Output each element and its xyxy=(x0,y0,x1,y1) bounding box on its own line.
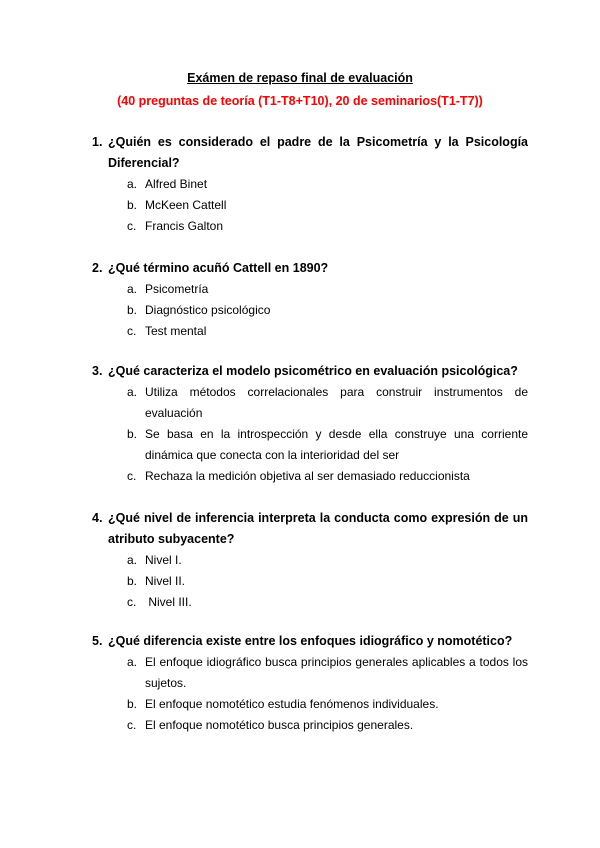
question-number: 3. xyxy=(92,364,103,378)
option-letter: c. xyxy=(127,595,137,609)
option-text: Francis Galton xyxy=(145,219,224,233)
option-letter: a. xyxy=(127,177,138,191)
exam-subtitle: (40 preguntas de teoría (T1-T8+T10), 20 de seminarios(T1-T7)) xyxy=(117,94,483,108)
option-letter: a. xyxy=(127,385,138,399)
option-item xyxy=(92,174,528,195)
options-list xyxy=(92,382,528,487)
option-item xyxy=(92,382,528,424)
option-text: Se basa en la introspección y desde ella construye una corriente dinámica que conecta con la interioridad del ser xyxy=(145,427,528,462)
option-letter: c. xyxy=(127,469,137,483)
option-text: Test mental xyxy=(145,324,207,338)
option-text: El enfoque idiográfico busca principios generales aplicables a todos los sujetos. xyxy=(145,655,528,690)
option-item xyxy=(92,279,528,300)
option-text: Nivel II. xyxy=(145,574,186,588)
question-text: ¿Qué caracteriza el modelo psicométrico en evaluación psicológica? xyxy=(108,364,518,378)
option-text: El enfoque nomotético busca principios generales. xyxy=(145,718,414,732)
option-letter: b. xyxy=(127,697,138,711)
option-letter: b. xyxy=(127,427,138,441)
options-list xyxy=(92,174,528,237)
option-letter: b. xyxy=(127,574,138,588)
question-text: ¿Qué término acuñó Cattell en 1890? xyxy=(108,261,329,275)
option-text: Rechaza la medición objetiva al ser demasiado reduccionista xyxy=(145,469,470,483)
option-letter: a. xyxy=(127,553,138,567)
option-item xyxy=(92,195,528,216)
exam-title: Exámen de repaso final de evaluación xyxy=(187,71,413,85)
option-text: Psicometría xyxy=(145,282,209,296)
question-5 xyxy=(92,631,528,736)
question-number: 2. xyxy=(92,261,103,275)
option-item xyxy=(92,571,528,592)
option-text: Nivel III. xyxy=(145,595,192,609)
option-item xyxy=(92,466,528,487)
option-item xyxy=(92,216,528,237)
option-text: Utiliza métodos correlacionales para construir instrumentos de evaluación xyxy=(145,385,528,420)
option-letter: c. xyxy=(127,324,137,338)
question-number: 5. xyxy=(92,634,103,648)
question-text: ¿Qué diferencia existe entre los enfoques idiográfico y nomotético? xyxy=(108,634,513,648)
question-number: 1. xyxy=(92,135,103,149)
option-letter: b. xyxy=(127,198,138,212)
option-letter: c. xyxy=(127,219,137,233)
option-item xyxy=(92,694,528,715)
options-list xyxy=(92,550,528,613)
question-1 xyxy=(92,132,528,237)
option-item xyxy=(92,715,528,736)
option-item xyxy=(92,652,528,694)
option-item xyxy=(92,550,528,571)
option-letter: a. xyxy=(127,282,138,296)
option-text: Alfred Binet xyxy=(145,177,208,191)
question-4 xyxy=(92,508,528,613)
option-letter: c. xyxy=(127,718,137,732)
option-item xyxy=(92,321,528,342)
question-text: ¿Qué nivel de inferencia interpreta la conducta como expresión de un atributo subyacente? xyxy=(108,511,528,546)
option-letter: b. xyxy=(127,303,138,317)
option-letter: a. xyxy=(127,655,138,669)
question-number: 4. xyxy=(92,511,103,525)
option-text: Nivel I. xyxy=(145,553,182,567)
question-text: ¿Quién es considerado el padre de la Psicometría y la Psicología Diferencial? xyxy=(108,135,528,170)
question-2 xyxy=(92,258,528,342)
option-item xyxy=(92,424,528,466)
option-text: Diagnóstico psicológico xyxy=(145,303,271,317)
question-3 xyxy=(92,361,528,487)
option-text: El enfoque nomotético estudia fenómenos individuales. xyxy=(145,697,439,711)
options-list xyxy=(92,279,528,342)
options-list xyxy=(92,652,528,736)
option-item xyxy=(92,592,528,613)
option-text: McKeen Cattell xyxy=(145,198,227,212)
option-item xyxy=(92,300,528,321)
